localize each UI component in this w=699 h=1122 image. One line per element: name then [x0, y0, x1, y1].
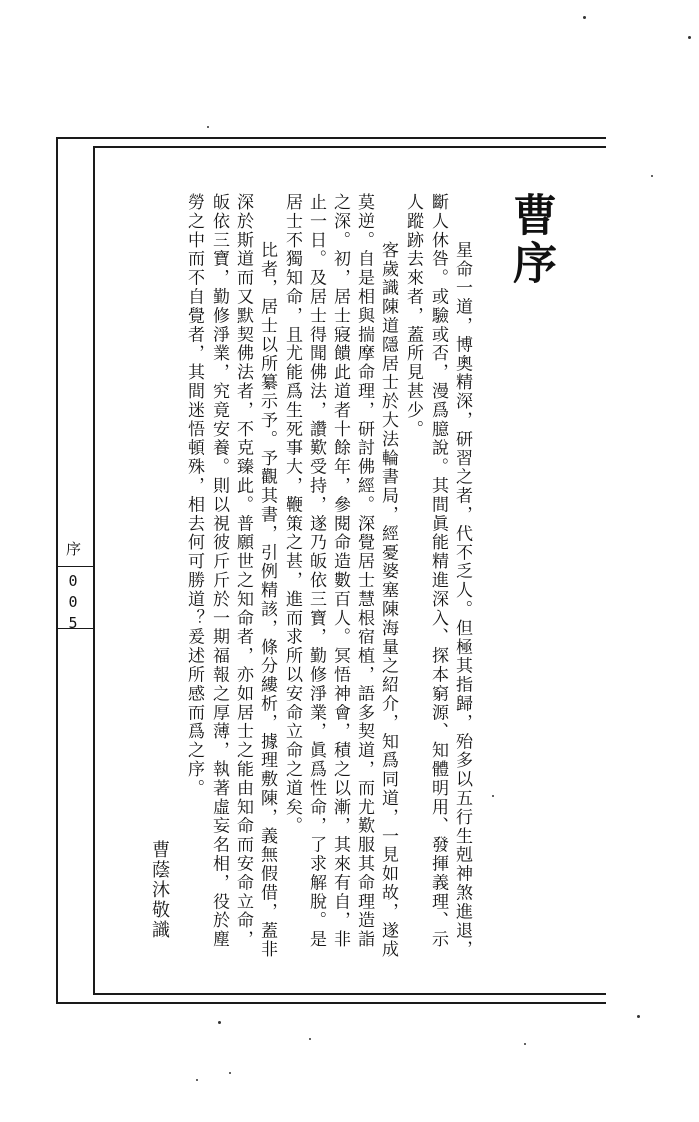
scan-speck [492, 795, 494, 797]
scan-speck [207, 126, 209, 128]
text-column-4: 客歲識陳道隱居士於大法輪書局，經憂婆塞陳海量之紹介，知爲同道，一見如故，遂成 [378, 222, 398, 960]
scan-speck [309, 1038, 311, 1040]
text-column-9: 比者，居士以所纂示予。予觀其書，引例精該，條分縷析，據理敷陳，義無假借，蓋非 [257, 222, 277, 960]
scan-speck [524, 1043, 526, 1045]
scan-speck [688, 36, 691, 39]
scan-speck [651, 175, 653, 177]
frame-top-outer-line [56, 137, 606, 139]
text-column-5: 莫逆。自是相與揣摩命理，研討佛經。深覺居士慧根宿植，語多契道，而尤歎服其命理造詣 [354, 193, 374, 949]
text-column-2: 斷人休咎。或驗或否，漫爲臆說。其間眞能精進深入、探本窮源、知體明用、發揮義理、示 [428, 193, 448, 949]
frame-bottom-outer-line [56, 1002, 606, 1004]
text-column-3: 人蹤跡去來者，蓋所見甚少。 [403, 193, 423, 439]
frame-top-inner-line [93, 146, 606, 148]
scan-speck [229, 1072, 231, 1074]
scan-speck [196, 1079, 198, 1081]
preface-heading: 曹序 [505, 192, 556, 288]
author-signature: 曹蔭沐敬識 [149, 840, 170, 940]
margin-section-label: 序 [64, 541, 82, 557]
frame-left-inner-line [93, 146, 95, 995]
text-column-7: 止一日。及居士得聞佛法，讚歎受持，遂乃皈依三寶，勤修淨業，眞爲性命，了求解脫。是 [306, 193, 326, 949]
scan-speck [637, 1015, 640, 1018]
scan-speck [583, 16, 586, 19]
frame-left-outer-line [56, 137, 58, 1004]
margin-divider-top [56, 566, 94, 567]
scan-speck [218, 1021, 221, 1024]
text-column-1: 星命一道，博奧精深，研習之者，代不乏人。但極其指歸，殆多以五行生剋神煞進退， [452, 222, 472, 960]
text-column-8: 居士不獨知命，且尤能爲生死事大，鞭策之甚，進而求所以安命立命之道矣。 [282, 193, 302, 836]
text-column-6: 之深。初，居士寢饋此道者十餘年，參閱命造數百人。冥悟神會，積之以漸，其來有自，非 [330, 193, 350, 949]
text-column-10: 深於斯道而又默契佛法者，不克臻此。普願世之知命者，亦如居士之能由知命而安命立命， [233, 193, 253, 949]
text-column-11: 皈依三寶，勤修淨業，究竟安養。則以視彼斤斤於一期福報之厚薄，執著虛妄名相，役於塵 [209, 193, 229, 949]
text-column-12: 勞之中而不自覺者，其間迷悟頓殊，相去何可勝道？爰述所感而爲之序。 [184, 193, 204, 798]
frame-bottom-inner-line [93, 993, 606, 995]
margin-page-number: 005 [64, 572, 82, 635]
